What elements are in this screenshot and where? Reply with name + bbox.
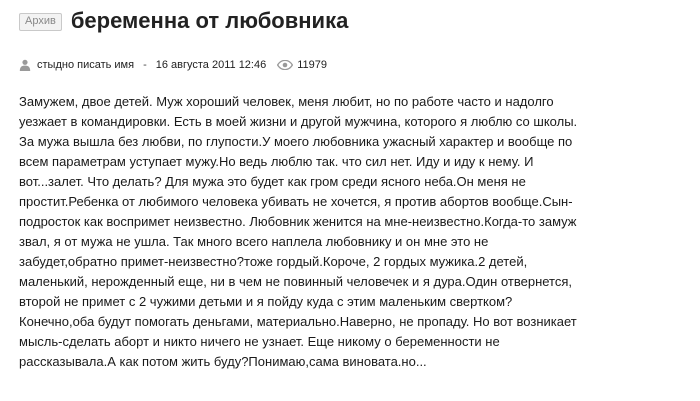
archive-badge: Архив — [19, 13, 62, 31]
post-line: мысль-сделать аборт и никто ничего не узнает. Еще никому о беременности не — [19, 334, 500, 349]
post-meta — [19, 58, 327, 72]
post-line: Замужем, двое детей. Муж хороший человек, меня любит, но по работе часто и надолго — [19, 94, 554, 109]
user-icon — [19, 59, 31, 71]
eye-icon — [277, 60, 293, 70]
meta-separator: - — [143, 59, 147, 71]
post-line: звал, я от мужа не ушла. Так много всего наплела любовнику и он мне это не — [19, 234, 489, 249]
post-line: уезжает в командировки. Есть в моей жизни и другой мужчина, которого я люблю со школы. — [19, 114, 578, 129]
post-line: маленький, нерожденный еще, ни в чем не повинный человечек и я дура.Один отвернется, — [19, 274, 573, 289]
post-line: За мужа вышла без любви, по глупости.У моего любовника ужасный характер и вообще по — [19, 134, 573, 149]
post-line: всем параметрам уступает мужу.Но ведь люблю так. что сил нет. Иду и иду к нему. И — [19, 154, 534, 169]
post-title: беременна от любовника — [70, 8, 349, 33]
post-line: простит.Ребенка от любимого человека убивать не хочется, я против абортов вообще.Сын- — [19, 194, 573, 209]
post-line: вот...залет. Что делать? Для мужа это будет как гром среди ясного неба.Он меня не — [19, 174, 526, 189]
view-count: 11979 — [297, 59, 327, 71]
post-body — [19, 92, 689, 372]
post-line: забудет,обратно примет-неизвестно?тоже гордый.Короче, 2 гордых мужика.2 детей, — [19, 254, 528, 269]
post-date: 16 августа 2011 12:46 — [155, 59, 267, 71]
post-header — [19, 6, 348, 36]
post-line: рассказывала.А как потом жить буду?Понимаю,сама виновата.но... — [19, 354, 427, 369]
post-line: подросток как воспримет неизвестно. Любовник женится на мне-неизвестно.Когда-то замуж — [19, 214, 577, 229]
author-name[interactable]: стыдно писать имя — [37, 59, 135, 71]
post-line: второй не примет с 2 чужими детьми и я пойду куда с этим маленьким свертком? — [19, 294, 513, 309]
post-line: Конечно,оба будут помогать деньгами, материально.Наверно, не пропаду. Но вот возникает — [19, 314, 577, 329]
